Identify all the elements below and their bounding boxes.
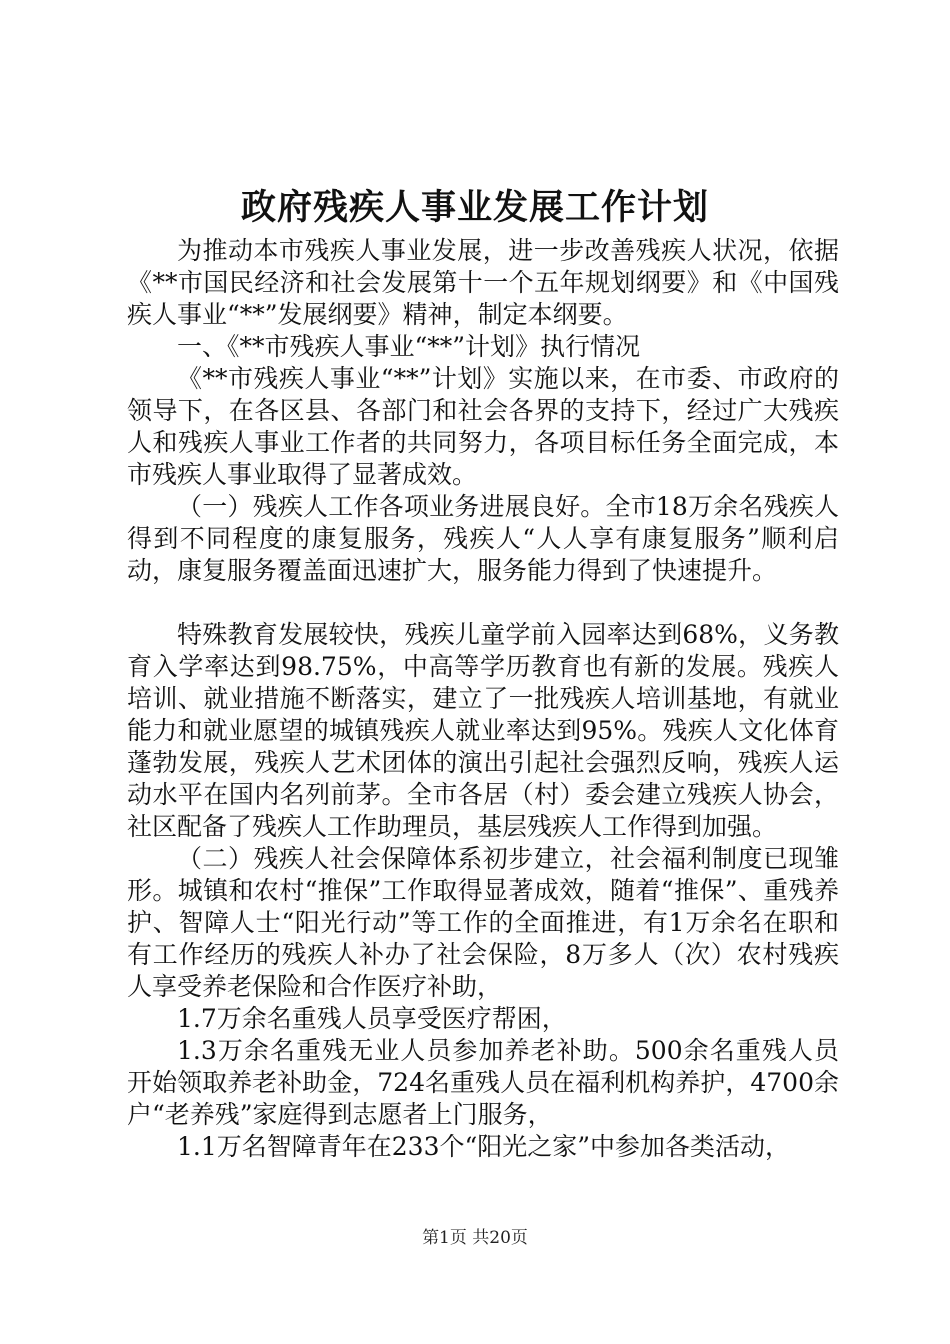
paragraph-intro: 为推动本市残疾人事业发展，进一步改善残疾人状况，依据《**市国民经济和社会发展第十一个五年规划纲要》和《中国残疾人事业“**”发展纲要》精神，制定本纲要。 xyxy=(127,236,839,329)
section-heading-1: 一、《**市残疾人事业“**”计划》执行情况 xyxy=(177,332,641,361)
paragraph-medical-aid: 1.7万余名重残人员享受医疗帮困， xyxy=(177,1004,567,1033)
paragraph-sunshine-home: 1.1万名智障青年在233个“阳光之家”中参加各类活动， xyxy=(177,1132,791,1161)
paragraph-pension-aid: 1.3万余名重残无业人员参加养老补助。500余名重残人员开始领取养老补助金，724名重残人员在福利机构养护，4700余户“老养残”家庭得到志愿者上门服务， xyxy=(127,1036,839,1129)
paragraph-education-employment: 特殊教育发展较快，残疾儿童学前入园率达到68%，义务教育入学率达到98.75%，中高等学历教育也有新的发展。残疾人培训、就业措施不断落实，建立了一批残疾人培训基地，有就业能力和就业愿望的城镇残疾人就业率达到95%。残疾人文化体育蓬勃发展，残疾人艺术团体的演出引起社会强烈反响，残疾人运动水平在国内名列前茅。全市各居（村）委会建立残疾人协会，社区配备了残疾人工作助理员，基层残疾人工作得到加强。 xyxy=(127,620,839,841)
document-title: 政府残疾人事业发展工作计划 xyxy=(240,187,709,228)
paragraph-plan-implementation: 《**市残疾人事业“**”计划》实施以来，在市委、市政府的领导下，在各区县、各部门和社会各界的支持下，经过广大残疾人和残疾人事业工作者的共同努力，各项目标任务全面完成，本市残疾人事业取得了显著成效。 xyxy=(127,364,839,489)
paragraph-gap xyxy=(127,587,839,619)
document-body xyxy=(127,235,839,1163)
page-footer: 第1页 共20页 xyxy=(422,1228,528,1248)
paragraph-rehabilitation: （一）残疾人工作各项业务进展良好。全市18万余名残疾人得到不同程度的康复服务，残疾人“人人享有康复服务”顺利启动，康复服务覆盖面迅速扩大，服务能力得到了快速提升。 xyxy=(127,492,839,585)
paragraph-social-security: （二）残疾人社会保障体系初步建立，社会福利制度已现雏形。城镇和农村“推保”工作取得显著成效，随着“推保”、重残养护、智障人士“阳光行动”等工作的全面推进，有1万余名在职和有工作经历的残疾人补办了社会保险，8万多人（次）农村残疾人享受养老保险和合作医疗补助， xyxy=(127,844,839,1001)
